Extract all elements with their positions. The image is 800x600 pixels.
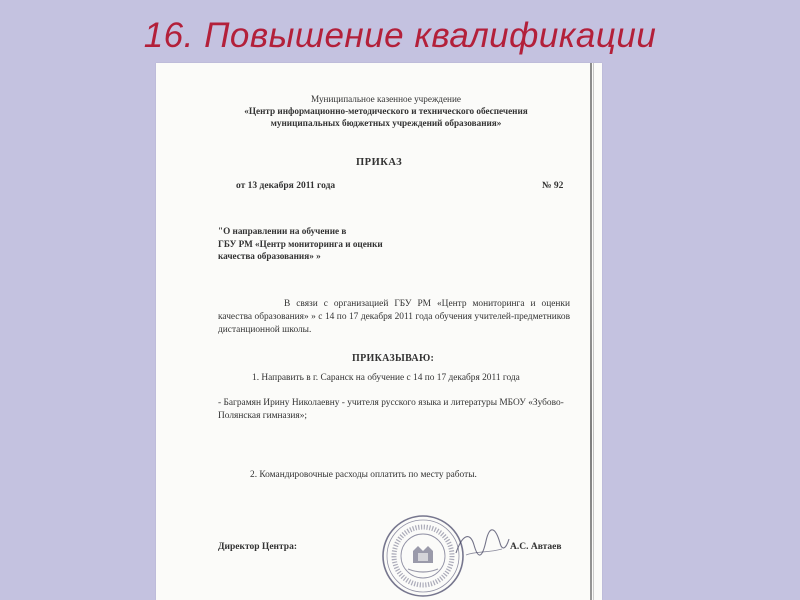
signatory-name: А.С. Автаев xyxy=(510,542,562,552)
order-number: № 92 xyxy=(542,181,564,191)
order-title: ПРИКАЗ xyxy=(356,157,403,168)
scan-fold-line xyxy=(590,63,592,600)
subject-line-3: качества образования» » xyxy=(218,251,321,261)
order-date: от 13 декабря 2011 года xyxy=(236,181,336,191)
subject-line-2: ГБУ РМ «Центр мониторинга и оценки xyxy=(218,238,383,249)
order-preamble: В связи с организацией ГБУ РМ «Центр мониторинга и оценки качества образования» » с 14 по 17 декабря 2011 года обучения учителей-предметников дистанционной школы. xyxy=(218,299,570,335)
scanned-document xyxy=(156,63,602,600)
org-header xyxy=(206,93,566,129)
orders-heading: ПРИКАЗЫВАЮ: xyxy=(352,353,435,364)
handwritten-signature xyxy=(452,525,512,561)
order-subject xyxy=(218,225,438,263)
order-item-1: 1. Направить в г. Саранск на обучение с 14 по 17 декабря 2011 года xyxy=(252,373,520,383)
slide-title: 16. Повышение квалификации xyxy=(143,16,657,55)
header-line-1: Муниципальное казенное учреждение xyxy=(311,94,461,104)
subject-line-1: "О направлении на обучение в xyxy=(218,226,347,236)
order-person: - Баграмян Ирину Николаевну - учителя русского языка и литературы МБОУ «Зубово-Полянская гимназия»; xyxy=(218,398,564,421)
signatory-label: Директор Центра: xyxy=(218,542,297,552)
header-line-3: муниципальных бюджетных учреждений образования» xyxy=(270,118,502,128)
order-item-2: 2. Командировочные расходы оплатить по месту работы. xyxy=(250,470,477,480)
header-line-2: «Центр информационно-методического и технического обеспечения xyxy=(244,106,528,116)
